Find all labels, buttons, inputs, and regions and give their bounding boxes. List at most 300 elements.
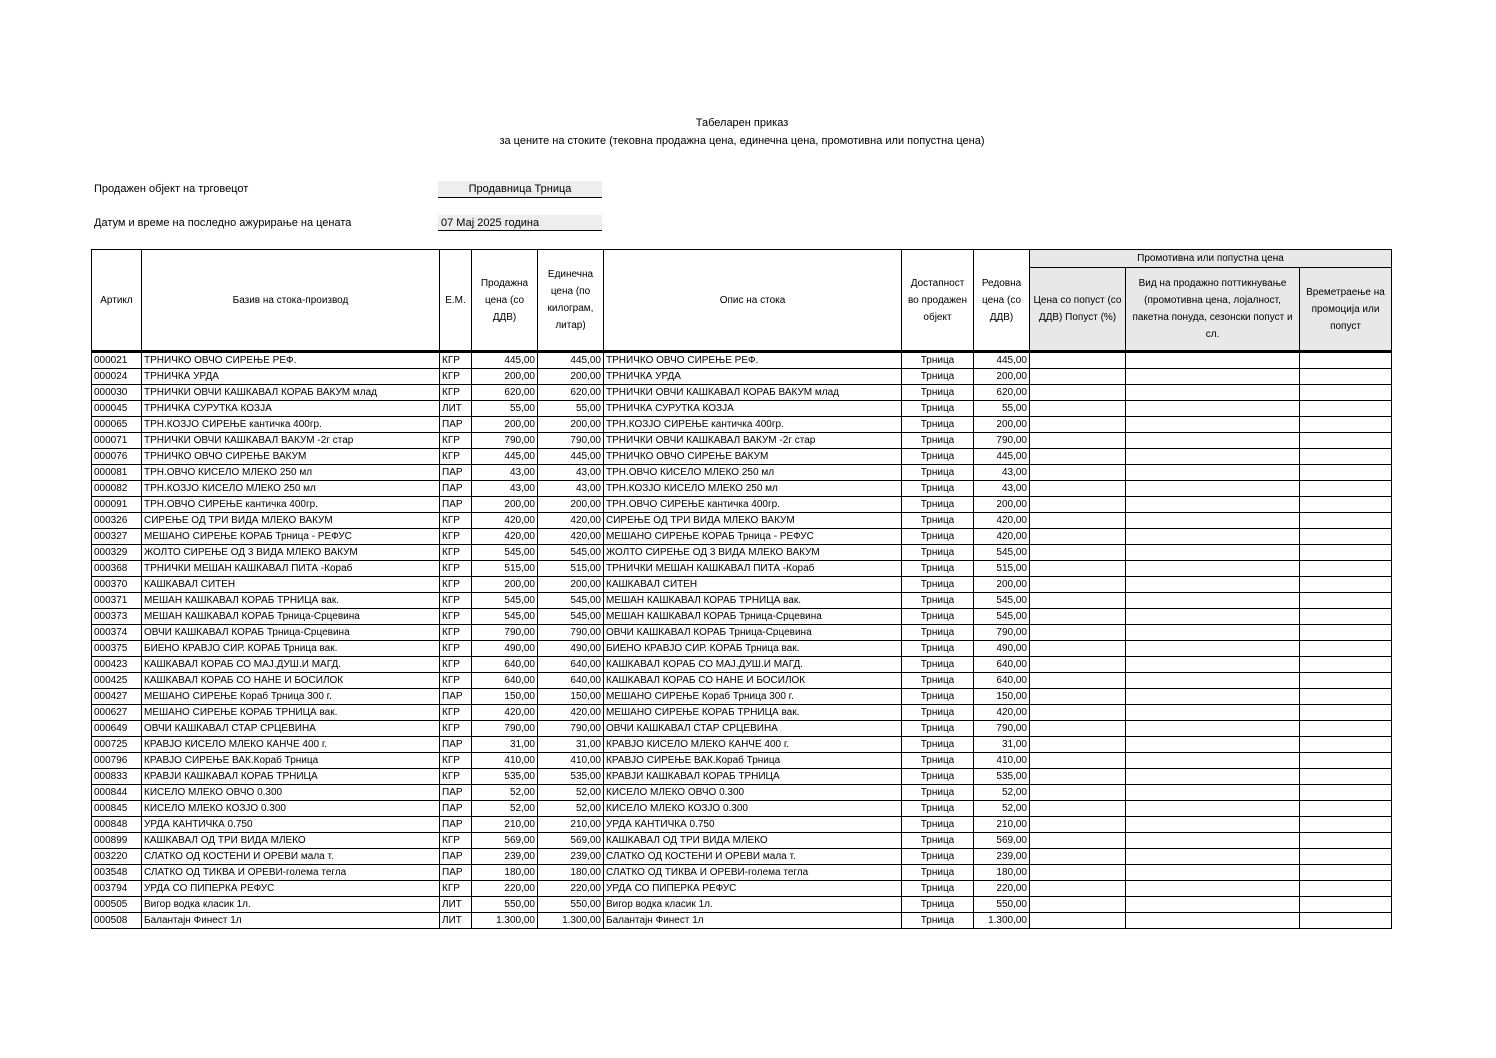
col-promo-type: Вид на продажно поттикнување (промотивна цена, лојалност, пакетна понуда, сезонски попуст и сл. [1126, 268, 1300, 352]
cell-description: КРАВЈИ КАШКАВАЛ КОРАБ ТРНИЦА [604, 769, 902, 785]
cell-promo-duration [1300, 689, 1392, 705]
cell-name: КАШКАВАЛ КОРАБ СО МАЈ.ДУШ.И МАГД. [142, 657, 440, 673]
cell-unit: ПАР [440, 481, 472, 497]
cell-article: 000374 [92, 625, 142, 641]
table-row [92, 545, 1392, 561]
cell-promo-type [1126, 417, 1300, 433]
cell-regular-price: 535,00 [974, 769, 1030, 785]
cell-unit: КГР [440, 561, 472, 577]
cell-description: ОВЧИ КАШКАВАЛ СТАР СРЦЕВИНА [604, 721, 902, 737]
cell-unit-price: 52,00 [538, 785, 604, 801]
cell-promo-type [1126, 513, 1300, 529]
cell-description: КРАВЈО СИРЕЊЕ ВАК.Кораб Трница [604, 753, 902, 769]
cell-sale-price: 515,00 [472, 561, 538, 577]
cell-promo-duration [1300, 401, 1392, 417]
cell-unit: ПАР [440, 801, 472, 817]
cell-regular-price: 239,00 [974, 849, 1030, 865]
cell-article: 000329 [92, 545, 142, 561]
cell-description: ТРНИЧКИ ОВЧИ КАШКАВАЛ ВАКУМ -2г стар [604, 433, 902, 449]
cell-promo-duration [1300, 481, 1392, 497]
cell-sale-price: 550,00 [472, 897, 538, 913]
cell-name: СИРЕЊЕ ОД ТРИ ВИДА МЛЕКО ВАКУМ [142, 513, 440, 529]
cell-sale-price: 220,00 [472, 881, 538, 897]
cell-regular-price: 545,00 [974, 593, 1030, 609]
cell-unit-price: 545,00 [538, 609, 604, 625]
cell-unit-price: 790,00 [538, 721, 604, 737]
cell-description: ТРН.КОЗЈО СИРЕЊЕ кантичка 400гр. [604, 417, 902, 433]
table-row [92, 625, 1392, 641]
cell-promo-type [1126, 865, 1300, 881]
cell-available: Трница [902, 625, 974, 641]
cell-promo-duration [1300, 352, 1392, 369]
cell-promo-duration [1300, 625, 1392, 641]
cell-article: 000082 [92, 481, 142, 497]
cell-article: 000845 [92, 801, 142, 817]
cell-unit-price: 55,00 [538, 401, 604, 417]
cell-unit-price: 180,00 [538, 865, 604, 881]
cell-name: ТРНИЧКИ ОВЧИ КАШКАВАЛ ВАКУМ -2г стар [142, 433, 440, 449]
table-row [92, 769, 1392, 785]
cell-promo-type [1126, 721, 1300, 737]
cell-promo-type [1126, 785, 1300, 801]
cell-promo-duration [1300, 673, 1392, 689]
cell-name: БИЕНО КРАВЈО СИР. КОРАБ Трница вак. [142, 641, 440, 657]
table-row [92, 881, 1392, 897]
cell-discount-price [1030, 673, 1126, 689]
cell-discount-price [1030, 881, 1126, 897]
cell-available: Трница [902, 657, 974, 673]
cell-unit: КГР [440, 513, 472, 529]
cell-unit-price: 420,00 [538, 705, 604, 721]
cell-unit-price: 52,00 [538, 801, 604, 817]
cell-name: КИСЕЛО МЛЕКО ОВЧО 0.300 [142, 785, 440, 801]
cell-promo-duration [1300, 561, 1392, 577]
cell-description: СЛАТКО ОД ТИКВА И ОРЕВИ-голема тегла [604, 865, 902, 881]
cell-sale-price: 31,00 [472, 737, 538, 753]
cell-article: 000425 [92, 673, 142, 689]
table-row [92, 513, 1392, 529]
cell-unit: ПАР [440, 737, 472, 753]
table-row [92, 721, 1392, 737]
cell-article: 000899 [92, 833, 142, 849]
cell-available: Трница [902, 545, 974, 561]
cell-description: МЕШАН КАШКАВАЛ КОРАБ ТРНИЦА вак. [604, 593, 902, 609]
cell-promo-duration [1300, 449, 1392, 465]
cell-description: МЕШАНО СИРЕЊЕ Кораб Трница 300 г. [604, 689, 902, 705]
cell-regular-price: 640,00 [974, 673, 1030, 689]
cell-sale-price: 420,00 [472, 705, 538, 721]
cell-discount-price [1030, 609, 1126, 625]
cell-unit: КГР [440, 705, 472, 721]
cell-promo-duration [1300, 785, 1392, 801]
cell-promo-duration [1300, 753, 1392, 769]
table-row [92, 449, 1392, 465]
cell-unit-price: 220,00 [538, 881, 604, 897]
cell-promo-duration [1300, 849, 1392, 865]
cell-discount-price [1030, 577, 1126, 593]
cell-discount-price [1030, 545, 1126, 561]
cell-sale-price: 150,00 [472, 689, 538, 705]
cell-discount-price [1030, 769, 1126, 785]
cell-name: КАШКАВАЛ КОРАБ СО НАНЕ И БОСИЛОК [142, 673, 440, 689]
cell-discount-price [1030, 529, 1126, 545]
col-name: Базив на стока-производ [142, 250, 440, 352]
cell-discount-price [1030, 481, 1126, 497]
cell-discount-price [1030, 897, 1126, 913]
col-article: Артикл [92, 250, 142, 352]
cell-article: 000833 [92, 769, 142, 785]
cell-sale-price: 180,00 [472, 865, 538, 881]
table-row [92, 817, 1392, 833]
cell-article: 003220 [92, 849, 142, 865]
table-header [92, 250, 1392, 352]
cell-promo-type [1126, 753, 1300, 769]
cell-sale-price: 640,00 [472, 657, 538, 673]
cell-regular-price: 420,00 [974, 529, 1030, 545]
cell-regular-price: 550,00 [974, 897, 1030, 913]
table-row [92, 593, 1392, 609]
cell-promo-duration [1300, 737, 1392, 753]
cell-unit: КГР [440, 385, 472, 401]
cell-unit-price: 200,00 [538, 577, 604, 593]
cell-description: ТРН.ОВЧО КИСЕЛО МЛЕКО 250 мл [604, 465, 902, 481]
cell-promo-duration [1300, 721, 1392, 737]
cell-available: Трница [902, 433, 974, 449]
cell-article: 000627 [92, 705, 142, 721]
cell-sale-price: 535,00 [472, 769, 538, 785]
table-row [92, 673, 1392, 689]
cell-regular-price: 515,00 [974, 561, 1030, 577]
cell-sale-price: 200,00 [472, 497, 538, 513]
cell-sale-price: 43,00 [472, 465, 538, 481]
cell-discount-price [1030, 385, 1126, 401]
cell-article: 000370 [92, 577, 142, 593]
cell-regular-price: 790,00 [974, 625, 1030, 641]
table-row [92, 833, 1392, 849]
cell-unit: ЛИТ [440, 913, 472, 929]
cell-unit: КГР [440, 833, 472, 849]
cell-available: Трница [902, 689, 974, 705]
cell-promo-type [1126, 449, 1300, 465]
cell-unit-price: 1.300,00 [538, 913, 604, 929]
cell-article: 000065 [92, 417, 142, 433]
cell-description: УРДА СО ПИПЕРКА РЕФУС [604, 881, 902, 897]
cell-description: КАШКАВАЛ ОД ТРИ ВИДА МЛЕКО [604, 833, 902, 849]
cell-article: 000649 [92, 721, 142, 737]
cell-unit: ПАР [440, 417, 472, 433]
cell-unit-price: 420,00 [538, 513, 604, 529]
cell-regular-price: 200,00 [974, 497, 1030, 513]
cell-name: ТРНИЧКИ ОВЧИ КАШКАВАЛ КОРАБ ВАКУМ млад [142, 385, 440, 401]
cell-discount-price [1030, 801, 1126, 817]
cell-unit-price: 200,00 [538, 369, 604, 385]
cell-description: МЕШАН КАШКАВАЛ КОРАБ Трница-Срцевина [604, 609, 902, 625]
cell-sale-price: 545,00 [472, 593, 538, 609]
table-row [92, 497, 1392, 513]
cell-promo-duration [1300, 593, 1392, 609]
cell-sale-price: 420,00 [472, 513, 538, 529]
cell-discount-price [1030, 593, 1126, 609]
cell-available: Трница [902, 737, 974, 753]
cell-sale-price: 445,00 [472, 352, 538, 369]
cell-available: Трница [902, 593, 974, 609]
cell-discount-price [1030, 737, 1126, 753]
cell-article: 000427 [92, 689, 142, 705]
cell-name: ТРН.КОЗЈО СИРЕЊЕ кантичка 400гр. [142, 417, 440, 433]
table-row [92, 401, 1392, 417]
cell-unit-price: 200,00 [538, 417, 604, 433]
cell-promo-duration [1300, 369, 1392, 385]
cell-regular-price: 620,00 [974, 385, 1030, 401]
table-body [92, 352, 1392, 929]
cell-promo-type [1126, 433, 1300, 449]
cell-description: МЕШАНО СИРЕЊЕ КОРАБ Трница - РЕФУС [604, 529, 902, 545]
cell-name: СЛАТКО ОД ТИКВА И ОРЕВИ-голема тегла [142, 865, 440, 881]
table-row [92, 561, 1392, 577]
cell-promo-type [1126, 593, 1300, 609]
cell-available: Трница [902, 785, 974, 801]
cell-unit-price: 569,00 [538, 833, 604, 849]
col-regular-price: Редовна цена (со ДДВ) [974, 250, 1030, 352]
cell-article: 000796 [92, 753, 142, 769]
cell-promo-type [1126, 641, 1300, 657]
cell-description: КАШКАВАЛ СИТЕН [604, 577, 902, 593]
cell-sale-price: 445,00 [472, 449, 538, 465]
cell-promo-type [1126, 657, 1300, 673]
cell-name: КАШКАВАЛ ОД ТРИ ВИДА МЛЕКО [142, 833, 440, 849]
cell-name: КИСЕЛО МЛЕКО КОЗЈО 0.300 [142, 801, 440, 817]
cell-name: ЖОЛТО СИРЕЊЕ ОД 3 ВИДА МЛЕКО ВАКУМ [142, 545, 440, 561]
cell-available: Трница [902, 849, 974, 865]
cell-unit: КГР [440, 352, 472, 369]
cell-name: ТРНИЧКИ МЕШАН КАШКАВАЛ ПИТА -Кораб [142, 561, 440, 577]
cell-name: ОВЧИ КАШКАВАЛ КОРАБ Трница-Срцевина [142, 625, 440, 641]
cell-description: ТРНИЧКИ МЕШАН КАШКАВАЛ ПИТА -Кораб [604, 561, 902, 577]
cell-article: 000024 [92, 369, 142, 385]
cell-article: 000423 [92, 657, 142, 673]
cell-description: СЛАТКО ОД КОСТЕНИ И ОРЕВИ мала т. [604, 849, 902, 865]
cell-available: Трница [902, 449, 974, 465]
col-promo-duration: Времетраење на промоција или попуст [1300, 268, 1392, 352]
cell-description: КРАВЈО КИСЕЛО МЛЕКО КАНЧЕ 400 г. [604, 737, 902, 753]
cell-regular-price: 200,00 [974, 369, 1030, 385]
col-sale-price: Продажна цена (со ДДВ) [472, 250, 538, 352]
table-row [92, 465, 1392, 481]
cell-regular-price: 1.300,00 [974, 913, 1030, 929]
cell-sale-price: 790,00 [472, 433, 538, 449]
cell-description: МЕШАНО СИРЕЊЕ КОРАБ ТРНИЦА вак. [604, 705, 902, 721]
cell-regular-price: 43,00 [974, 465, 1030, 481]
cell-unit-price: 790,00 [538, 625, 604, 641]
cell-sale-price: 569,00 [472, 833, 538, 849]
cell-available: Трница [902, 913, 974, 929]
store-label: Продажен објект на трговецот [94, 183, 249, 195]
cell-promo-type [1126, 545, 1300, 561]
cell-promo-type [1126, 673, 1300, 689]
cell-unit: КГР [440, 529, 472, 545]
table-row [92, 705, 1392, 721]
document-title: Табеларен приказ [695, 117, 789, 129]
cell-promo-duration [1300, 657, 1392, 673]
cell-sale-price: 200,00 [472, 577, 538, 593]
cell-available: Трница [902, 673, 974, 689]
cell-article: 000071 [92, 433, 142, 449]
cell-unit-price: 445,00 [538, 449, 604, 465]
cell-discount-price [1030, 513, 1126, 529]
cell-promo-type [1126, 881, 1300, 897]
cell-regular-price: 790,00 [974, 721, 1030, 737]
cell-regular-price: 790,00 [974, 433, 1030, 449]
cell-description: КИСЕЛО МЛЕКО КОЗЈО 0.300 [604, 801, 902, 817]
cell-promo-duration [1300, 433, 1392, 449]
cell-sale-price: 640,00 [472, 673, 538, 689]
cell-regular-price: 445,00 [974, 352, 1030, 369]
cell-unit-price: 420,00 [538, 529, 604, 545]
cell-unit: КГР [440, 673, 472, 689]
cell-available: Трница [902, 721, 974, 737]
cell-name: МЕШАНО СИРЕЊЕ КОРАБ ТРНИЦА вак. [142, 705, 440, 721]
cell-promo-type [1126, 577, 1300, 593]
cell-unit-price: 640,00 [538, 657, 604, 673]
cell-regular-price: 180,00 [974, 865, 1030, 881]
table-row [92, 577, 1392, 593]
date-label: Датум и време на последно ажурирање на цената [94, 217, 352, 229]
cell-description: ОВЧИ КАШКАВАЛ КОРАБ Трница-Срцевина [604, 625, 902, 641]
cell-unit: КГР [440, 449, 472, 465]
table-row [92, 385, 1392, 401]
cell-regular-price: 640,00 [974, 657, 1030, 673]
cell-unit-price: 239,00 [538, 849, 604, 865]
cell-unit-price: 31,00 [538, 737, 604, 753]
cell-promo-type [1126, 401, 1300, 417]
cell-name: СЛАТКО ОД КОСТЕНИ И ОРЕВИ мала т. [142, 849, 440, 865]
table-row [92, 737, 1392, 753]
cell-available: Трница [902, 513, 974, 529]
cell-unit: ПАР [440, 785, 472, 801]
cell-promo-type [1126, 609, 1300, 625]
cell-unit: ЛИТ [440, 401, 472, 417]
cell-promo-type [1126, 529, 1300, 545]
cell-description: Вигор водка класик 1л. [604, 897, 902, 913]
cell-promo-type [1126, 385, 1300, 401]
cell-sale-price: 490,00 [472, 641, 538, 657]
promo-group-header: Промотивна или попустна цена [1030, 250, 1392, 268]
col-discount-price: Цена со попуст (со ДДВ) Попуст (%) [1030, 268, 1126, 352]
cell-promo-type [1126, 913, 1300, 929]
cell-promo-type [1126, 897, 1300, 913]
cell-unit-price: 150,00 [538, 689, 604, 705]
cell-article: 003794 [92, 881, 142, 897]
cell-regular-price: 52,00 [974, 801, 1030, 817]
cell-available: Трница [902, 352, 974, 369]
cell-description: БИЕНО КРАВЈО СИР. КОРАБ Трница вак. [604, 641, 902, 657]
cell-promo-type [1126, 833, 1300, 849]
cell-unit: КГР [440, 609, 472, 625]
cell-name: МЕШАНО СИРЕЊЕ КОРАБ Трница - РЕФУС [142, 529, 440, 545]
document-subtitle: за цените на стоките (тековна продажна цена, единечна цена, промотивна или попустна цена) [499, 135, 985, 147]
cell-discount-price [1030, 641, 1126, 657]
table-row [92, 369, 1392, 385]
cell-promo-duration [1300, 705, 1392, 721]
cell-unit: КГР [440, 577, 472, 593]
cell-available: Трница [902, 529, 974, 545]
cell-discount-price [1030, 449, 1126, 465]
cell-unit-price: 620,00 [538, 385, 604, 401]
cell-promo-type [1126, 817, 1300, 833]
table-row [92, 801, 1392, 817]
cell-promo-duration [1300, 513, 1392, 529]
cell-name: КРАВЈО СИРЕЊЕ ВАК.Кораб Трница [142, 753, 440, 769]
cell-discount-price [1030, 352, 1126, 369]
cell-sale-price: 1.300,00 [472, 913, 538, 929]
cell-regular-price: 490,00 [974, 641, 1030, 657]
cell-promo-duration [1300, 817, 1392, 833]
document-header [0, 114, 1484, 150]
cell-discount-price [1030, 689, 1126, 705]
cell-description: ТРНИЧКА УРДА [604, 369, 902, 385]
cell-promo-duration [1300, 913, 1392, 929]
cell-regular-price: 569,00 [974, 833, 1030, 849]
cell-article: 000021 [92, 352, 142, 369]
cell-unit-price: 545,00 [538, 593, 604, 609]
cell-promo-duration [1300, 577, 1392, 593]
cell-regular-price: 52,00 [974, 785, 1030, 801]
cell-discount-price [1030, 753, 1126, 769]
cell-promo-type [1126, 689, 1300, 705]
cell-regular-price: 55,00 [974, 401, 1030, 417]
cell-sale-price: 410,00 [472, 753, 538, 769]
cell-article: 000371 [92, 593, 142, 609]
cell-discount-price [1030, 849, 1126, 865]
cell-available: Трница [902, 465, 974, 481]
cell-unit-price: 790,00 [538, 433, 604, 449]
cell-name: ТРН.ОВЧО КИСЕЛО МЛЕКО 250 мл [142, 465, 440, 481]
cell-promo-duration [1300, 865, 1392, 881]
cell-article: 000327 [92, 529, 142, 545]
cell-description: ТРНИЧКО ОВЧО СИРЕЊЕ ВАКУМ [604, 449, 902, 465]
table-row [92, 529, 1392, 545]
cell-promo-type [1126, 737, 1300, 753]
cell-description: ТРН.ОВЧО СИРЕЊЕ кантичка 400гр. [604, 497, 902, 513]
cell-unit-price: 550,00 [538, 897, 604, 913]
cell-unit: ПАР [440, 865, 472, 881]
cell-article: 003548 [92, 865, 142, 881]
cell-description: ТРН.КОЗЈО КИСЕЛО МЛЕКО 250 мл [604, 481, 902, 497]
cell-description: ТРНИЧКО ОВЧО СИРЕЊЕ РЕФ. [604, 352, 902, 369]
table-row [92, 481, 1392, 497]
cell-unit: КГР [440, 753, 472, 769]
cell-regular-price: 545,00 [974, 545, 1030, 561]
cell-article: 000091 [92, 497, 142, 513]
cell-available: Трница [902, 801, 974, 817]
cell-discount-price [1030, 417, 1126, 433]
cell-name: МЕШАН КАШКАВАЛ КОРАБ Трница-Срцевина [142, 609, 440, 625]
cell-sale-price: 52,00 [472, 801, 538, 817]
cell-name: ОВЧИ КАШКАВАЛ СТАР СРЦЕВИНА [142, 721, 440, 737]
cell-promo-duration [1300, 801, 1392, 817]
cell-available: Трница [902, 769, 974, 785]
cell-unit: КГР [440, 369, 472, 385]
cell-discount-price [1030, 785, 1126, 801]
col-available: Достапност во продажен објект [902, 250, 974, 352]
cell-promo-type [1126, 497, 1300, 513]
cell-discount-price [1030, 561, 1126, 577]
cell-unit: ПАР [440, 817, 472, 833]
cell-promo-duration [1300, 385, 1392, 401]
cell-description: ТРНИЧКА СУРУТКА КОЗЈА [604, 401, 902, 417]
cell-unit: ПАР [440, 689, 472, 705]
cell-promo-type [1126, 369, 1300, 385]
